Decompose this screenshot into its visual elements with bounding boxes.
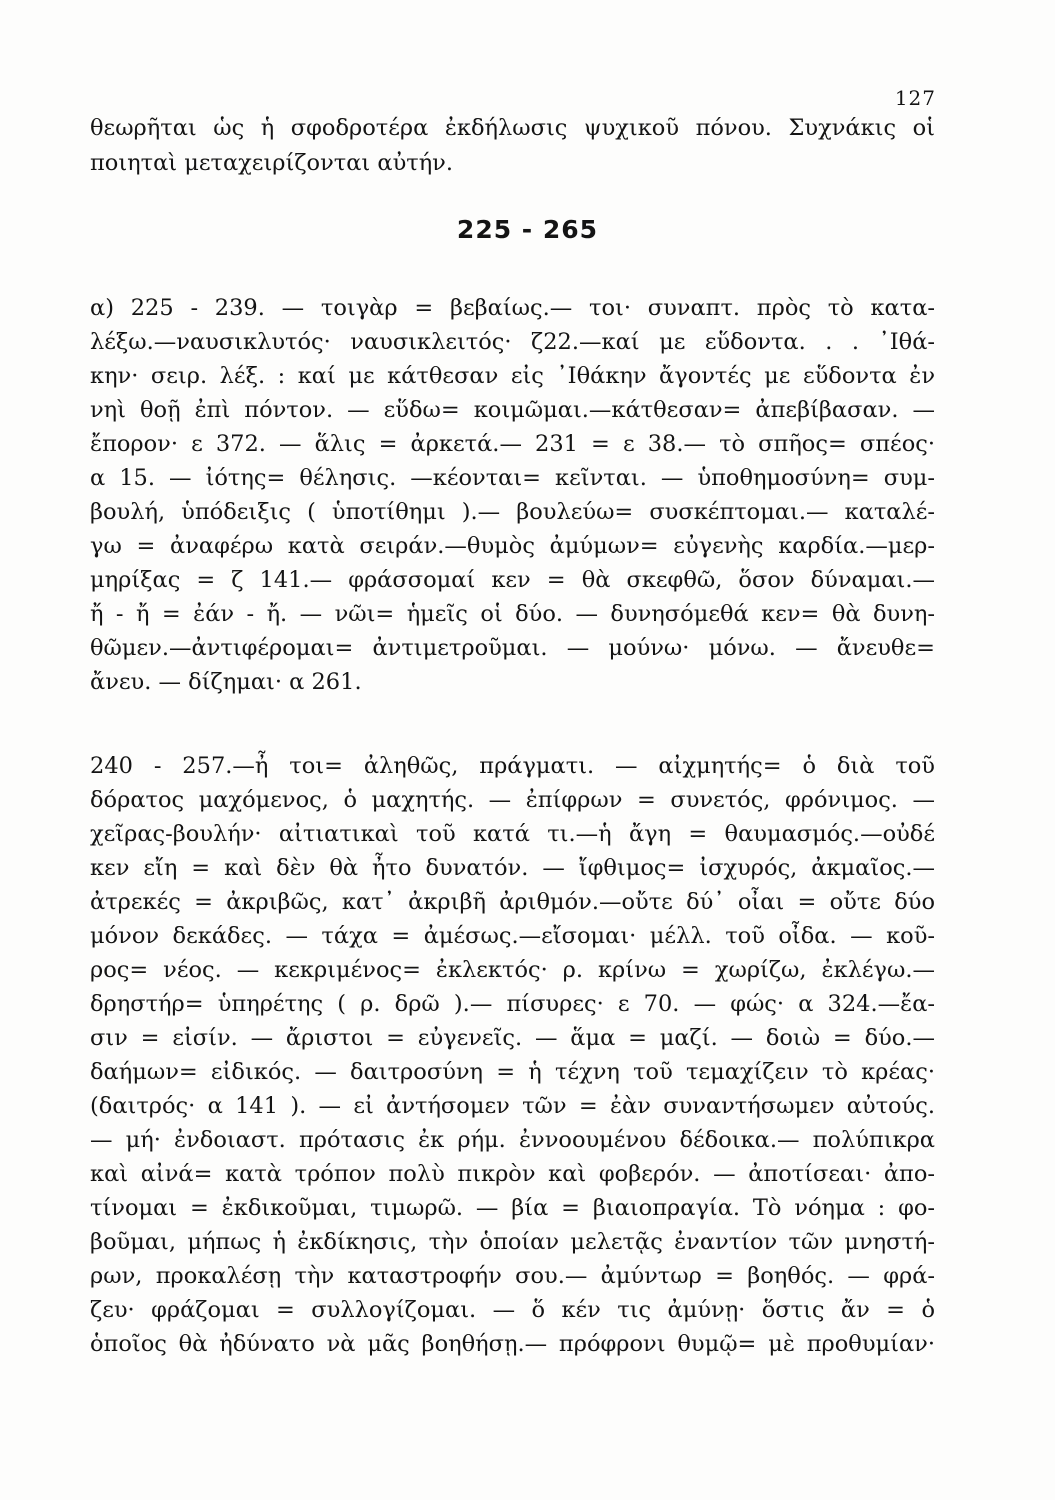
text-line: ἄνευ. — δίζημαι· α 261. [90,669,362,695]
text-line: κεν εἴη = καὶ δὲν θὰ ἦτο δυνατόν. — ἴφθιμος= ἰσχυρός, ἀκμαῖος.— [90,855,935,881]
text-line: μόνον δεκάδες. — τάχα = ἀμέσως.—εἴσομαι· μέλλ. τοῦ οἶδα. — κοῦ- [90,923,935,949]
text-line: θῶμεν.—ἀντιφέρομαι= ἀντιμετροῦμαι. — μούνω· μόνω. — ἄνευθε= [90,635,935,661]
text-line: ποιηταὶ μεταχειρίζονται αὐτήν. [90,150,453,176]
section-heading: 225 - 265 [456,215,599,244]
text-line: βοῦμαι, μήπως ἡ ἐκδίκησις, τὴν ὁποίαν μελετᾷς ἐναντίον τῶν μνηστή- [90,1229,935,1255]
text-line: θεωρῆται ὡς ἡ σφοδροτέρα ἐκδήλωσις ψυχικοῦ πόνου. Συχνάκις οἱ [90,115,935,141]
text-line: νηὶ θοῇ ἐπὶ πόντον. — εὕδω= κοιμῶμαι.—κάτθεσαν= ἀπεβίβασαν. — [90,397,935,423]
text-line: γω = ἀναφέρω κατὰ σειράν.—θυμὸς ἀμύμων= εὐγενὴς καρδία.—μερ- [90,533,935,559]
page-number: 127 [894,86,936,110]
text-line: α) 225 - 239. — τοιγὰρ = βεβαίως.— τοι· συναπτ. πρὸς τὸ κατα- [90,295,935,321]
text-line: δρηστήρ= ὑπηρέτης ( ρ. δρῶ ).— πίσυρες· ε 70. — φώς· α 324.—ἔα- [90,991,935,1017]
text-line: — μή· ἐνδοιαστ. πρότασις ἐκ ρήμ. ἐννοουμένου δέδοικα.— πολύπικρα [90,1127,935,1153]
text-line: λέξω.—ναυσικλυτός· ναυσικλειτός· ζ22.—καί με εὕδοντα. . . ᾿Ιθά- [90,329,935,355]
text-line: καὶ αἰνά= κατὰ τρόπον πολὺ πικρὸν καὶ φοβερόν. — ἀποτίσεαι· ἀπο- [90,1161,935,1187]
text-line: δόρατος μαχόμενος, ὁ μαχητής. — ἐπίφρων = συνετός, φρόνιμος. — [90,787,935,813]
text-line: τίνομαι = ἐκδικοῦμαι, τιμωρῶ. — βία = βιαιοπραγία. Τὸ νόημα : φο- [90,1195,935,1221]
text-line: ρων, προκαλέσῃ τὴν καταστροφήν σου.— ἀμύντωρ = βοηθός. — φρά- [90,1263,935,1289]
text-line: σιν = εἰσίν. — ἄριστοι = εὐγενεῖς. — ἅμα = μαζί. — δοιὼ = δύο.— [90,1025,935,1051]
text-line: κην· σειρ. λέξ. : καί με κάτθεσαν εἰς ᾿Ιθάκην ἄγοντές με εὕδοντα ἐν [90,363,935,389]
text-line: ρος= νέος. — κεκριμένος= ἐκλεκτός· ρ. κρίνω = χωρίζω, ἐκλέγω.— [90,957,935,983]
text-line: ἤ - ἤ = ἐάν - ἤ. — νῶι= ἡμεῖς οἱ δύο. — δυνησόμεθά κεν= θὰ δυνη- [90,601,935,627]
text-line: ἔπορον· ε 372. — ἅλις = ἀρκετά.— 231 = ε 38.— τὸ σπῆος= σπέος· [90,431,935,457]
text-line: μηρίξας = ζ 141.— φράσσομαί κεν = θὰ σκεφθῶ, ὅσον δύναμαι.— [90,567,935,593]
text-line: (δαιτρός· α 141 ). — εἰ ἀντήσομεν τῶν = ἐὰν συναντήσωμεν αὐτούς. [90,1093,935,1119]
text-line: ζευ· φράζομαι = συλλογίζομαι. — ὅ κέν τις ἀμύνῃ· ὅστις ἄν = ὁ [90,1297,935,1323]
text-line: χεῖρας-βουλήν· αἰτιατικαὶ τοῦ κατά τι.—ἡ ἄγη = θαυμασμός.—οὐδέ [90,821,935,847]
text-line: ἀτρεκές = ἀκριβῶς, κατ᾿ ἀκριβῆ ἀριθμόν.—οὔτε δύ᾿ οἶαι = οὔτε δύο [90,889,935,915]
text-line: βουλή, ὑπόδειξις ( ὑποτίθημι ).— βουλεύω= συσκέπτομαι.— καταλέ- [90,499,935,525]
text-line: ὁποῖος θὰ ἠδύνατο νὰ μᾶς βοηθήσῃ.— πρόφρονι θυμῷ= μὲ προθυμίαν· [90,1331,935,1357]
text-line: 240 - 257.—ἦ τοι= ἀληθῶς, πράγματι. — αἰχμητής= ὁ διὰ τοῦ [90,753,935,779]
text-line: δαήμων= εἰδικός. — δαιτροσύνη = ἡ τέχνη τοῦ τεμαχίζειν τὸ κρέας· [90,1059,935,1085]
text-line: α 15. — ἰότης= θέλησις. —κέονται= κεῖνται. — ὑποθημοσύνη= συμ- [90,465,935,491]
